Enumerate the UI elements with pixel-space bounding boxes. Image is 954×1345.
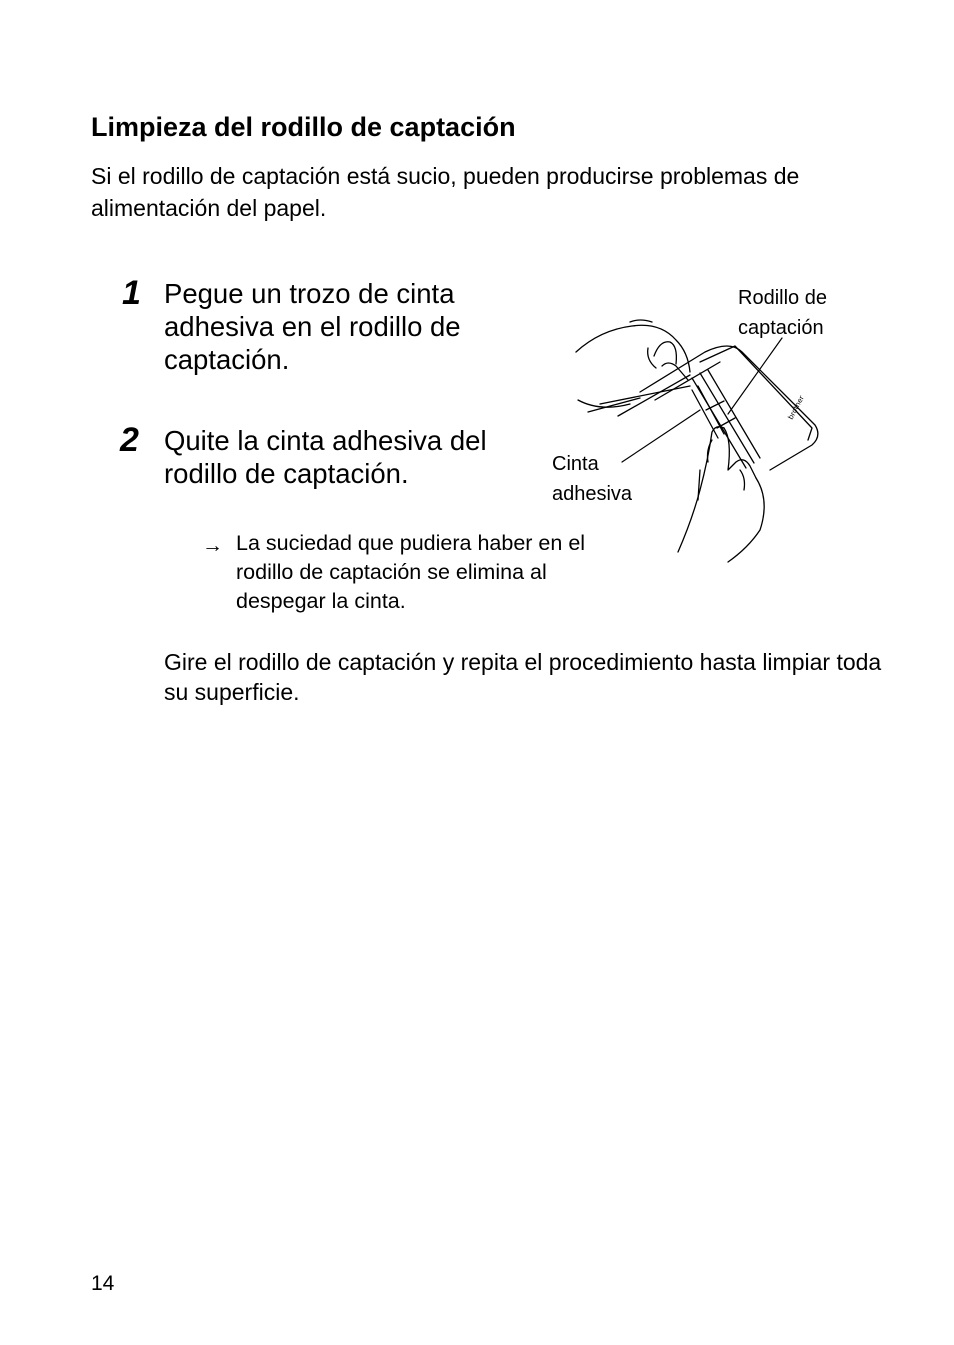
step-2-number: 2: [120, 421, 139, 459]
roller-slot: [692, 370, 760, 468]
callout-tape: Cinta adhesiva: [552, 453, 633, 505]
step-1-number: 1: [122, 274, 141, 312]
step-1-text: Pegue un trozo de cinta adhesiva en el rodillo de captación.: [164, 278, 461, 375]
section-title: Limpieza del rodillo de captación: [91, 112, 516, 142]
upper-hand: [576, 320, 690, 407]
step-result-text: La suciedad que pudiera haber en el rodillo de captación se elimina al despegar la cinta.: [236, 531, 586, 613]
repeat-note: Gire el rodillo de captación y repita el procedimiento hasta limpiar toda su superficie.: [164, 649, 882, 705]
step-2-text: Quite la cinta adhesiva del rodillo de captación.: [164, 425, 487, 489]
callout-roller: Rodillo de captación: [738, 287, 827, 339]
page-number: 14: [91, 1272, 115, 1295]
intro-paragraph: Si el rodillo de captación está sucio, pueden producirse problemas de alimentación del papel.: [91, 163, 800, 221]
lower-hand: [678, 427, 764, 562]
device-outline: [588, 346, 818, 470]
device-brand-logo: brother: [786, 394, 806, 421]
result-arrow-icon: →: [202, 534, 223, 557]
cleaning-illustration: [560, 300, 840, 570]
